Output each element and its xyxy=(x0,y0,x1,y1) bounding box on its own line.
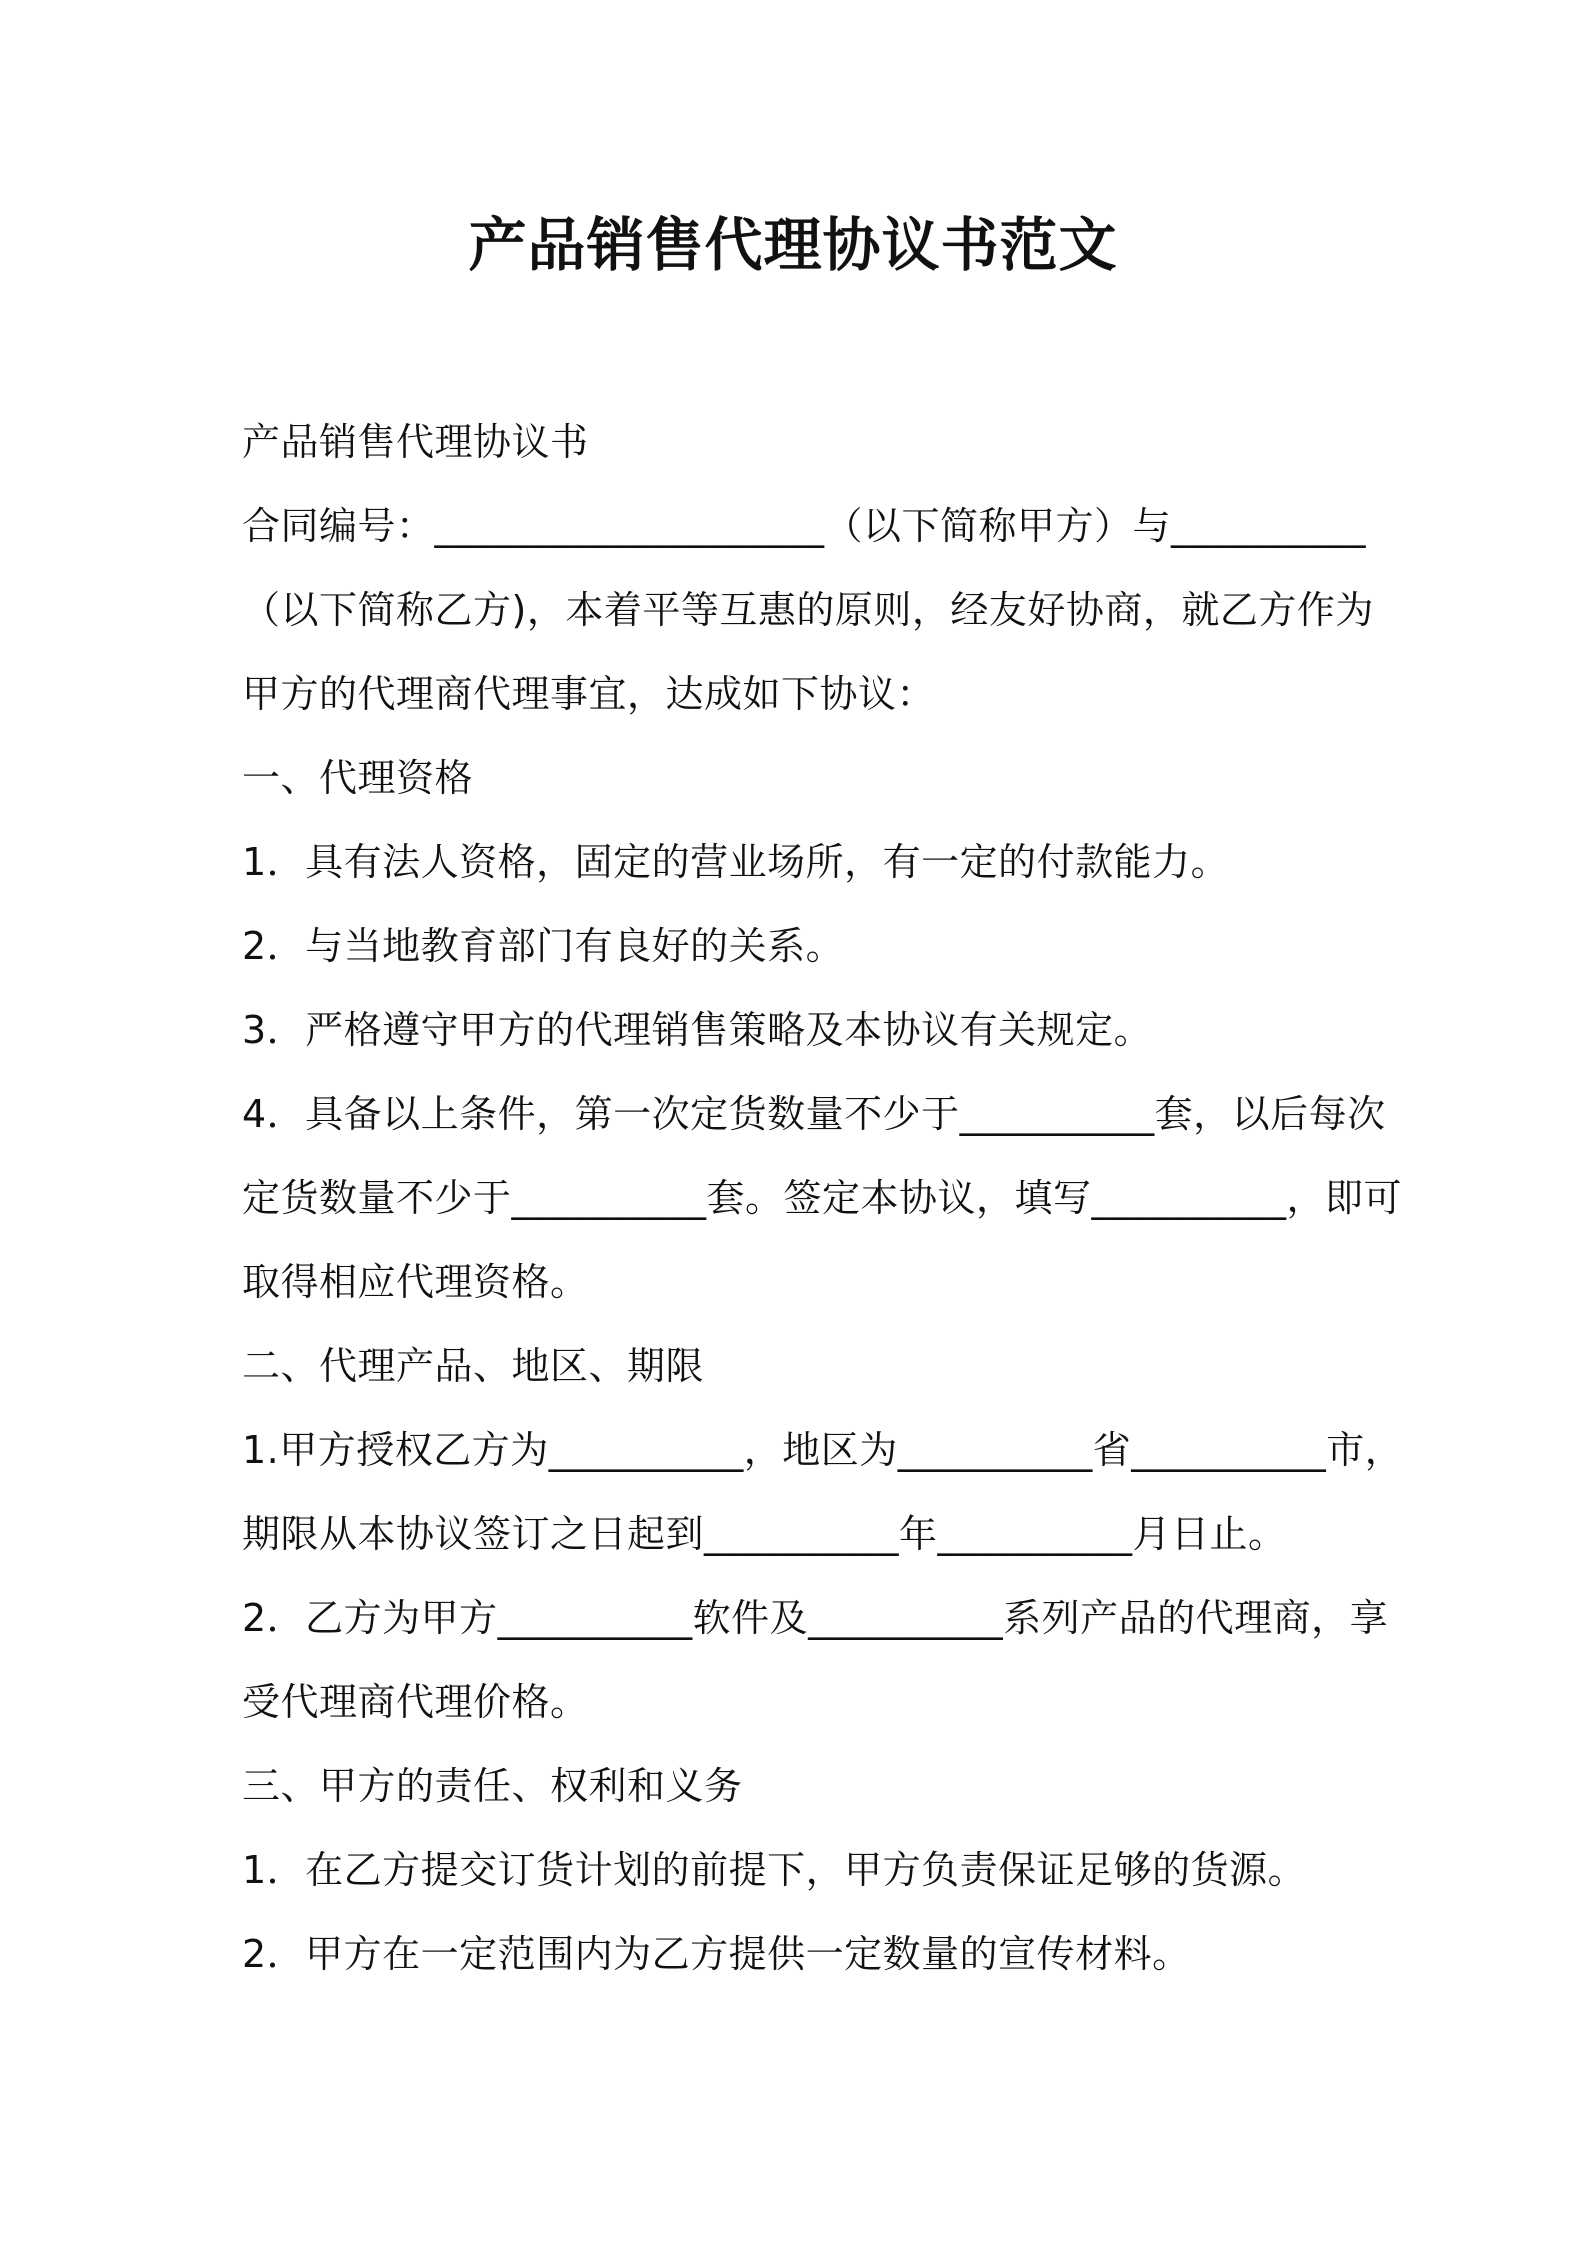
clause-line: 4．具备以上条件，第一次定货数量不少于__________套，以后每次 xyxy=(242,1092,1386,1136)
clause-line: 取得相应代理资格。 xyxy=(242,1260,589,1304)
clause-line: 2．乙方为甲方__________软件及__________系列产品的代理商，享 xyxy=(242,1596,1389,1640)
subtitle-line: 产品销售代理协议书 xyxy=(242,420,589,464)
paragraph-line: 甲方的代理商代理事宜，达成如下协议： xyxy=(242,672,936,716)
clause-line: 期限从本协议签订之日起到__________年__________月日止。 xyxy=(242,1512,1287,1556)
document-body xyxy=(242,400,1404,1996)
contract-number-line: 合同编号：____________________（以下简称甲方）与__________ xyxy=(242,504,1367,548)
section-heading: 一、代理资格 xyxy=(242,756,474,800)
clause-line: 3．严格遵守甲方的代理销售策略及本协议有关规定。 xyxy=(242,1008,1153,1052)
clause-line: 1．具有法人资格，固定的营业场所，有一定的付款能力。 xyxy=(242,840,1230,884)
clause-line: 1.甲方授权乙方为__________，地区为__________省__________市， xyxy=(242,1428,1404,1472)
paragraph-line: （以下简称乙方)，本着平等互惠的原则，经友好协商，就乙方作为 xyxy=(242,588,1374,632)
clause-line: 2．甲方在一定范围内为乙方提供一定数量的宣传材料。 xyxy=(242,1932,1191,1976)
section-heading: 三、甲方的责任、权利和义务 xyxy=(242,1764,743,1808)
document-title: 产品销售代理协议书范文 xyxy=(468,211,1118,279)
clause-line: 2．与当地教育部门有良好的关系。 xyxy=(242,924,845,968)
clause-line: 定货数量不少于__________套。签定本协议，填写__________，即可 xyxy=(242,1176,1403,1220)
section-heading: 二、代理产品、地区、期限 xyxy=(242,1344,705,1388)
clause-line: 受代理商代理价格。 xyxy=(242,1680,589,1724)
clause-line: 1．在乙方提交订货计划的前提下，甲方负责保证足够的货源。 xyxy=(242,1848,1307,1892)
